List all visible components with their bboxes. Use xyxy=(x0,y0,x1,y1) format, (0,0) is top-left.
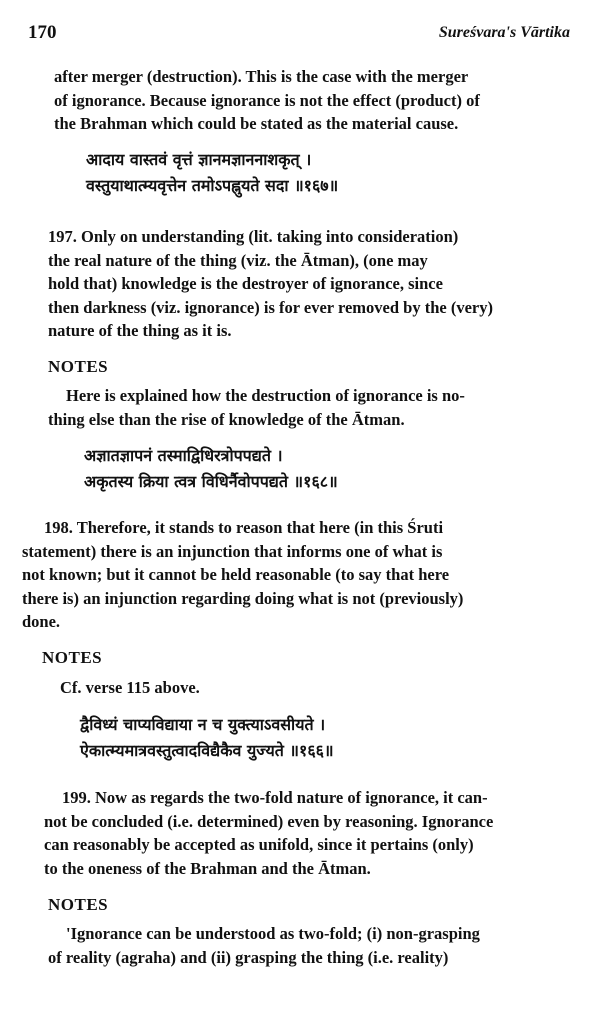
text-line: there is) an injunction regarding doing what is not (previously) xyxy=(22,588,464,608)
verse-line: द्वैविध्यं चाप्यविद्याया न च युक्त्याऽवसीयते । xyxy=(80,715,326,734)
verse-line: अज्ञातज्ञापनं तस्माद्विधिरत्रोपपद्यते । xyxy=(84,446,283,465)
paragraph-199 xyxy=(44,786,567,880)
notes-heading: NOTES xyxy=(48,895,109,914)
text-line: nature of the thing as it is. xyxy=(48,321,232,340)
verse-line: आदाय वास्तवं वृत्तं ज्ञानमज्ञाननाशकृत् । xyxy=(86,150,312,169)
page-number: 170 xyxy=(28,22,57,43)
text-line: then darkness (viz. ignorance) is for ever removed by the (very) xyxy=(48,297,493,317)
sanskrit-verse-199 xyxy=(80,712,334,764)
text-line: not known; but it cannot be held reasonable (to say that here xyxy=(22,565,450,584)
text-line: 198. Therefore, it stands to reason that here (in this Śruti xyxy=(44,518,444,537)
text-line: thing else than the rise of knowledge of the Ātman. xyxy=(48,409,405,429)
notes-heading: NOTES xyxy=(48,357,109,376)
text-line: Here is explained how the destruction of ignorance is no- xyxy=(66,386,465,405)
notes-body xyxy=(48,922,568,969)
page-header xyxy=(28,22,570,44)
text-line: done. xyxy=(22,612,61,631)
sanskrit-verse-198 xyxy=(84,443,338,495)
text-line: statement) there is an injunction that informs one of what is xyxy=(22,541,443,561)
verse-line: ऐकात्म्यमात्रवस्तुत्वादविद्यैकैव युज्यते ॥१६६॥ xyxy=(80,741,334,760)
notes-heading: NOTES xyxy=(42,648,103,667)
text-line: after merger (destruction). This is the case with the merger xyxy=(54,67,469,86)
paragraph-197 xyxy=(48,225,568,343)
running-title: Sureśvara's Vārtika xyxy=(438,24,570,41)
verse-line: वस्तुयाथात्म्यवृत्तेन तमोऽपह्नुयते सदा ॥१६७॥ xyxy=(86,176,339,195)
text-line: 197. Only on understanding (lit. taking into consideration) xyxy=(48,227,459,246)
text-line: to the oneness of the Brahman and the Ātman. xyxy=(44,858,371,878)
text-line: of ignorance. Because ignorance is not the effect (product) of xyxy=(54,90,480,110)
text-line: not be concluded (i.e. determined) even by reasoning. Ignorance xyxy=(44,811,494,831)
text-line: the Brahman which could be stated as the material cause. xyxy=(54,114,459,133)
text-line: Cf. verse 115 above. xyxy=(60,678,200,697)
paragraph-198 xyxy=(22,516,562,634)
text-line: 199. Now as regards the two-fold nature of ignorance, it can- xyxy=(62,788,488,807)
sanskrit-verse-197 xyxy=(86,147,338,199)
notes-body xyxy=(60,676,560,700)
text-line: the real nature of the thing (viz. the Ātman), (one may xyxy=(48,250,428,270)
intro-paragraph xyxy=(54,65,570,136)
text-line: of reality (agraha) and (ii) grasping the thing (i.e. reality) xyxy=(48,947,449,967)
text-line: hold that) knowledge is the destroyer of ignorance, since xyxy=(48,274,443,293)
verse-line: अकृतस्य क्रिया त्वत्र विधिर्नैवोपपद्यते ॥१६८॥ xyxy=(84,472,338,491)
text-line: can reasonably be accepted as unifold, since it pertains (only) xyxy=(44,835,474,854)
notes-body xyxy=(48,384,568,431)
text-line: 'Ignorance can be understood as two-fold; (i) non-grasping xyxy=(66,924,480,943)
